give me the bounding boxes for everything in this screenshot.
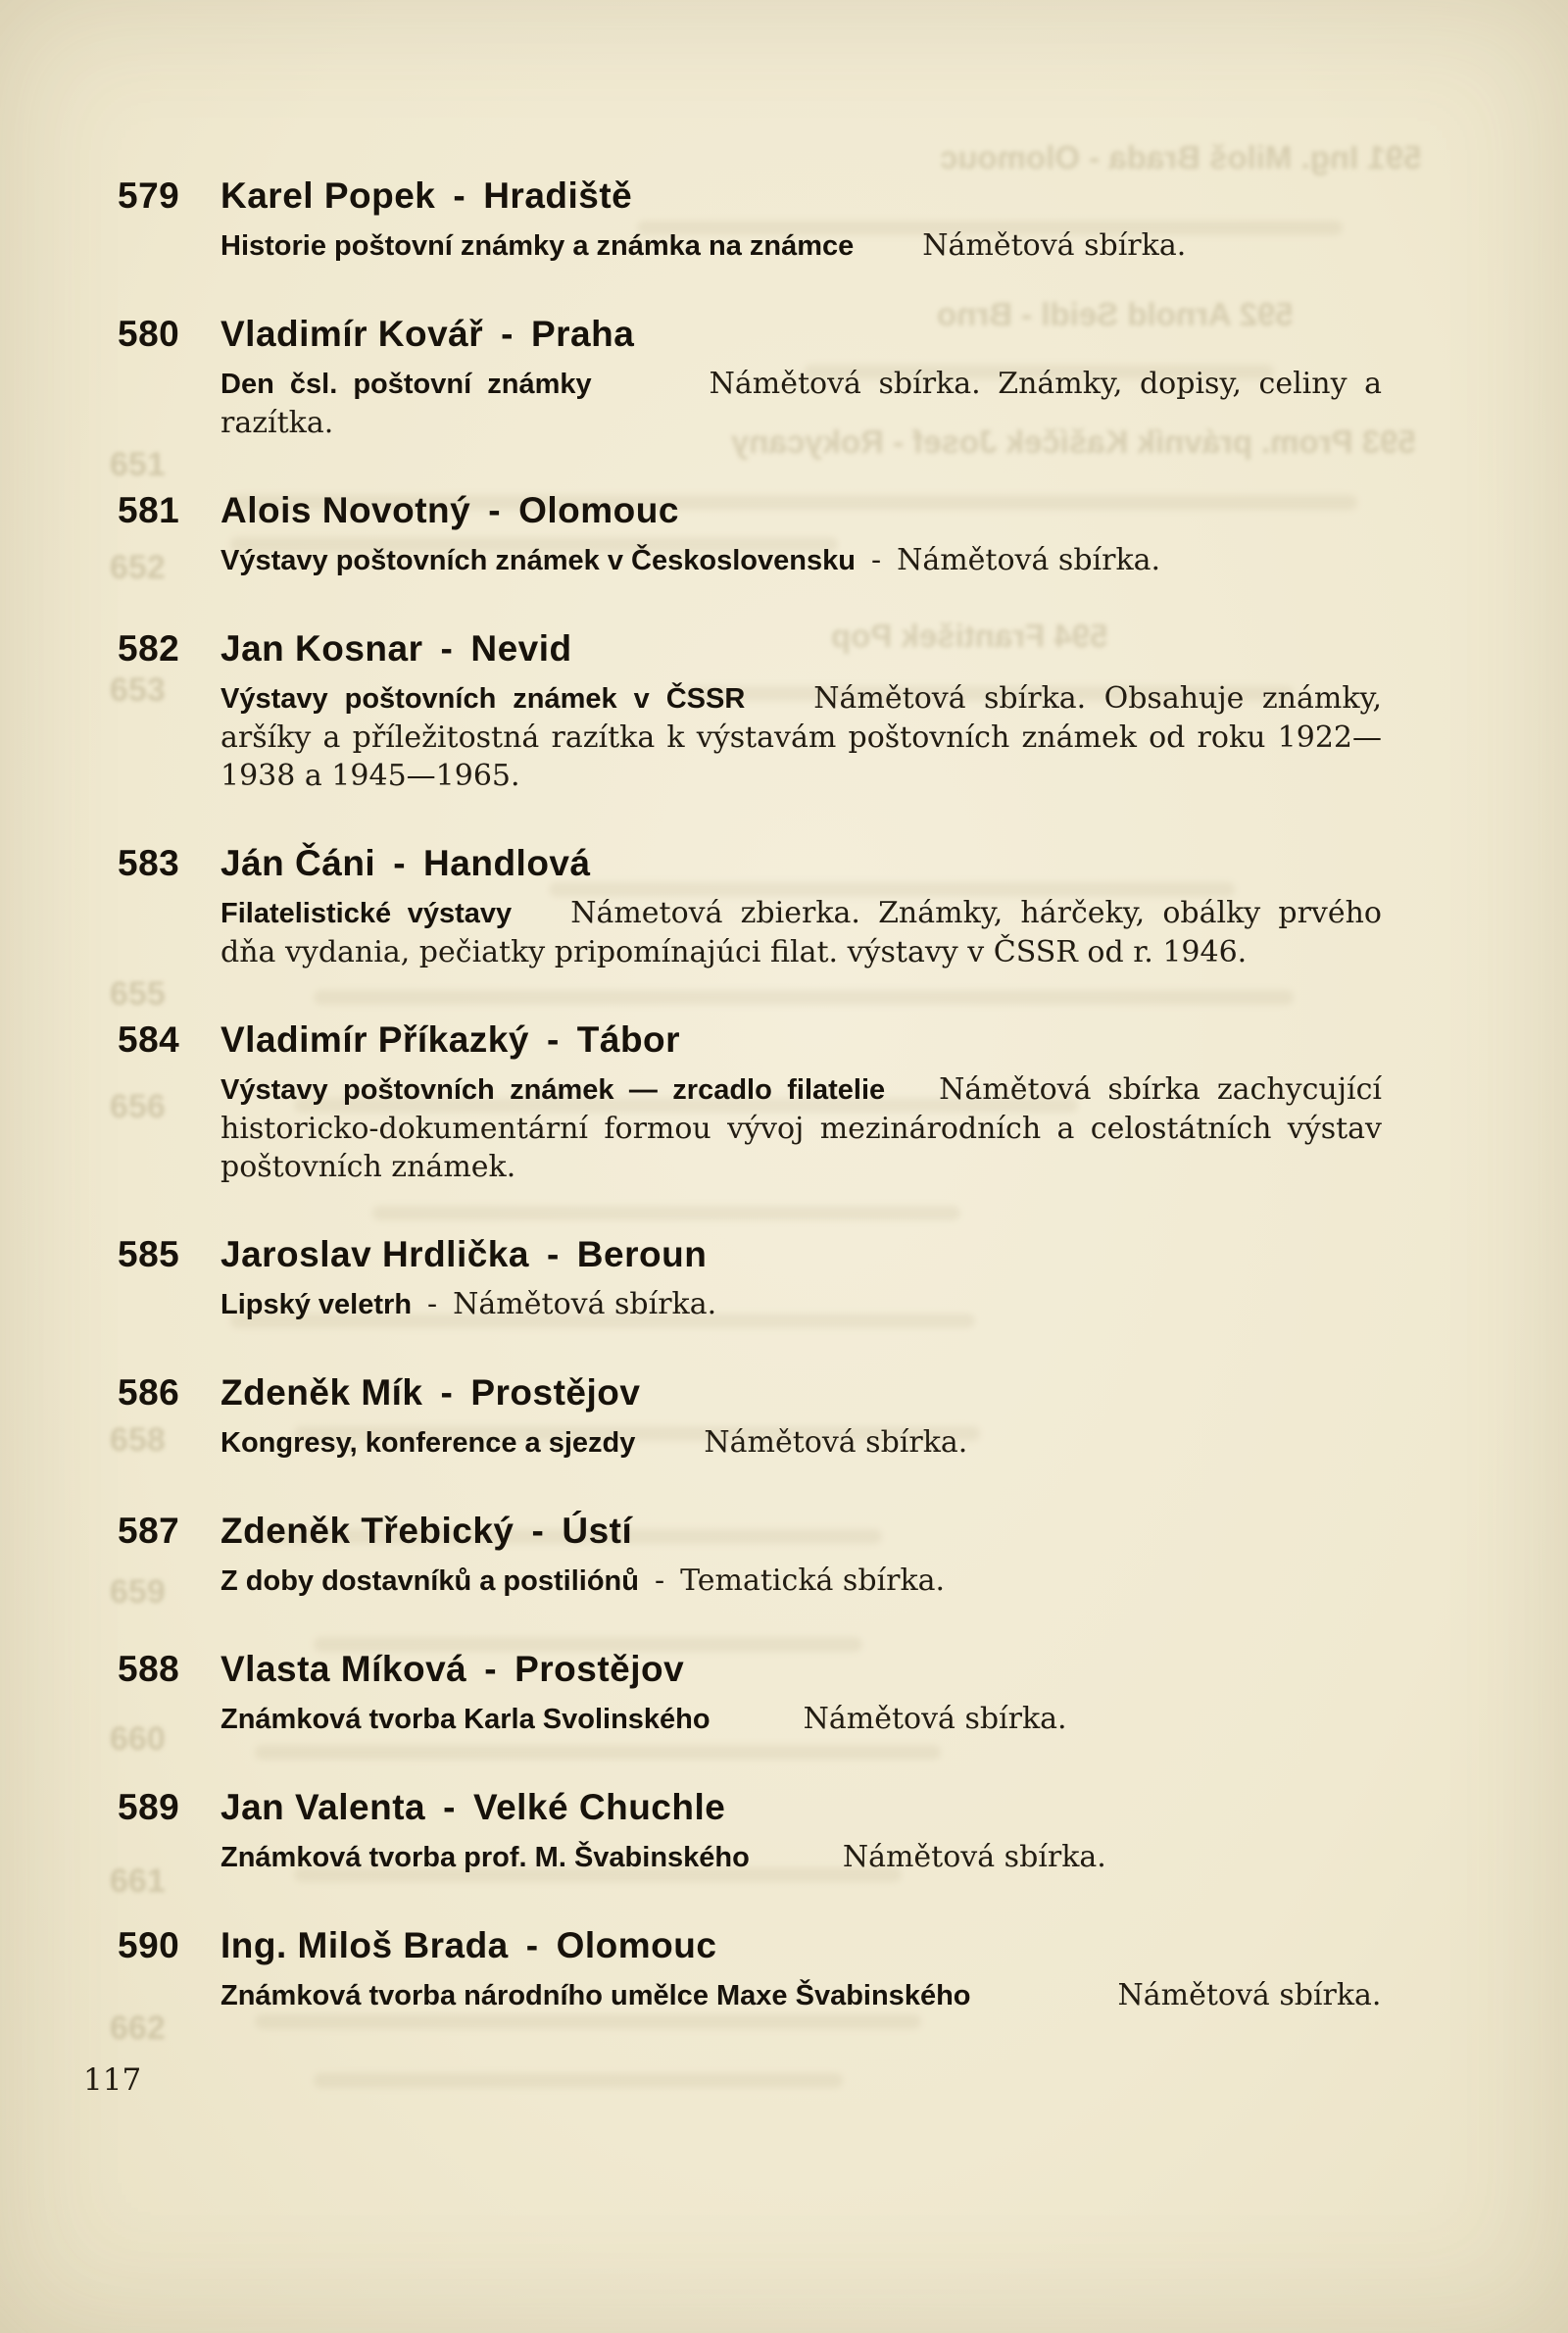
- exhibitor-name: Zdeněk Třebický: [220, 1511, 514, 1551]
- exhibit-description: Tematická sbírka.: [680, 1564, 946, 1598]
- entry-body: [220, 1285, 1382, 1324]
- dash: -: [531, 1511, 545, 1551]
- bleedthrough-number: 656: [110, 1088, 166, 1125]
- exhibit-description: Námětová sbírka. Obsahuje známky, aršíky a příležitostná razítka k výstavám poštovních známek od roku 1922—1938 a 1945—1965.: [220, 681, 1382, 793]
- exhibitor-name: Ing. Miloš Brada: [220, 1925, 509, 1965]
- entry-heading: [220, 627, 1382, 670]
- dash: -: [393, 843, 407, 883]
- entry-heading: [220, 1233, 1382, 1276]
- exhibit-title: Známková tvorba Karla Svolinského: [220, 1704, 710, 1735]
- exhibitor-name: Zdeněk Mík: [220, 1372, 423, 1413]
- exhibit-description: Námetová zbierka. Známky, hárčeky, obálky prvého dňa vydania, pečiatky pripomínajúci filat. výstavy v ČSSR od r. 1946.: [220, 896, 1382, 969]
- separator-dash: -: [427, 1287, 438, 1321]
- dash: -: [488, 490, 502, 530]
- exhibit-title: Výstavy poštovních známek — zrcadlo filatelie: [220, 1074, 886, 1106]
- exhibitor-name: Ján Čáni: [220, 843, 376, 883]
- entry-body: [220, 541, 1382, 580]
- exhibit-title: Kongresy, konference a sjezdy: [220, 1427, 636, 1459]
- dash: -: [525, 1925, 539, 1965]
- exhibitor-city: Olomouc: [518, 490, 679, 530]
- dash: -: [546, 1019, 560, 1060]
- entry-number: 590: [118, 1925, 180, 1965]
- exhibit-description: Námětová sbírka.: [453, 1287, 717, 1321]
- exhibit-description: Námětová sbírka.: [897, 543, 1161, 577]
- catalog-list: [83, 174, 1382, 2098]
- entry-number: 581: [118, 490, 180, 530]
- entry-heading: [220, 174, 1382, 218]
- exhibitor-city: Praha: [530, 314, 635, 354]
- exhibitor-name: Alois Novotný: [220, 490, 471, 530]
- exhibitor-name: Jan Kosnar: [220, 628, 423, 669]
- exhibitor-city: Beroun: [576, 1234, 708, 1274]
- catalog-entry: [118, 627, 1382, 795]
- exhibit-title: Známková tvorba prof. M. Švabinského: [220, 1842, 750, 1873]
- exhibitor-name: Jaroslav Hrdlička: [220, 1234, 529, 1274]
- exhibitor-city: Handlová: [423, 843, 591, 883]
- exhibitor-name: Vlasta Míková: [220, 1649, 467, 1689]
- exhibit-description: Námětová sbírka.: [1117, 1978, 1382, 2012]
- entry-body: [220, 1976, 1382, 2015]
- exhibitor-city: Velké Chuchle: [472, 1787, 726, 1827]
- entry-number: 588: [118, 1649, 180, 1689]
- bleedthrough-number: 661: [110, 1862, 166, 1900]
- entry-heading: [220, 489, 1382, 532]
- catalog-entry: [118, 313, 1382, 442]
- entry-number: 583: [118, 843, 180, 883]
- entry-heading: [220, 1648, 1382, 1691]
- entry-number: 587: [118, 1511, 180, 1551]
- separator-dash: -: [870, 543, 882, 577]
- exhibit-description: Námětová sbírka.: [704, 1425, 968, 1460]
- entry-body: [220, 226, 1382, 266]
- catalog-entry: [118, 1371, 1382, 1463]
- page-number: 117: [83, 2062, 142, 2098]
- entry-heading: [220, 1510, 1382, 1553]
- exhibit-description: Námětová sbírka.: [922, 228, 1187, 263]
- dash: -: [453, 175, 466, 216]
- entry-heading: [220, 313, 1382, 356]
- dash: -: [546, 1234, 560, 1274]
- separator-dash: -: [654, 1564, 665, 1598]
- catalog-entry: [118, 489, 1382, 580]
- entry-number: 580: [118, 314, 180, 354]
- entry-number: 586: [118, 1372, 180, 1413]
- exhibitor-name: Karel Popek: [220, 175, 436, 216]
- entry-body: [220, 1700, 1382, 1739]
- entry-number: 582: [118, 628, 180, 669]
- exhibit-description: Námětová sbírka zachycující historicko-dokumentární formou vývoj mezinárodních a celostátních výstav poštovních známek.: [220, 1072, 1382, 1184]
- catalog-entry: [118, 1018, 1382, 1186]
- entry-body: [220, 1423, 1382, 1463]
- dash: -: [440, 1372, 454, 1413]
- bleedthrough-text: 592 Arnold Seidl - Brno: [937, 296, 1294, 332]
- entry-body: [220, 365, 1382, 442]
- entry-number: 584: [118, 1019, 180, 1060]
- exhibitor-name: Jan Valenta: [220, 1787, 426, 1827]
- bleedthrough-text: 594 František Pop: [830, 618, 1107, 654]
- dash: -: [440, 628, 454, 669]
- exhibit-title: Filatelistické výstavy: [220, 898, 513, 929]
- catalog-entry: [118, 1510, 1382, 1601]
- dash: -: [501, 314, 514, 354]
- exhibitor-name: Vladimír Příkazký: [220, 1019, 529, 1060]
- bleedthrough-text: 591 Ing. Miloš Brada - Olomouc: [939, 139, 1421, 175]
- exhibitor-city: Nevid: [470, 628, 572, 669]
- bleedthrough-number: 651: [110, 446, 166, 483]
- catalog-entry: [118, 842, 1382, 971]
- entry-body: [220, 679, 1382, 795]
- entry-body: [220, 1838, 1382, 1877]
- exhibitor-city: Prostějov: [470, 1372, 641, 1413]
- exhibitor-city: Prostějov: [514, 1649, 685, 1689]
- dash: -: [484, 1649, 498, 1689]
- bleedthrough-number: 659: [110, 1573, 166, 1611]
- catalog-entry: [118, 1233, 1382, 1324]
- exhibit-description: Námětová sbírka. Známky, dopisy, celiny a razítka.: [220, 367, 1382, 440]
- catalog-entry: [118, 1924, 1382, 2015]
- entry-body: [220, 1070, 1382, 1186]
- bleedthrough-text: 593 Prom. právník Kašíček Josef - Rokycany: [731, 423, 1416, 460]
- entry-body: [220, 1562, 1382, 1601]
- entry-heading: [220, 1018, 1382, 1062]
- entry-heading: [220, 1924, 1382, 1967]
- exhibit-title: Výstavy poštovních známek v ČSSR: [220, 683, 746, 715]
- bleedthrough-number: 660: [110, 1720, 166, 1758]
- catalog-entry: [118, 1786, 1382, 1877]
- exhibitor-name: Vladimír Kovář: [220, 314, 484, 354]
- bleedthrough-number: 653: [110, 671, 166, 709]
- exhibitor-city: Hradiště: [483, 175, 633, 216]
- exhibit-title: Lipský veletrh: [220, 1289, 413, 1320]
- exhibit-title: Známková tvorba národního umělce Maxe Švabinského: [220, 1980, 971, 2011]
- bleedthrough-number: 658: [110, 1421, 166, 1459]
- exhibitor-city: Olomouc: [556, 1925, 717, 1965]
- bleedthrough-number: 662: [110, 2010, 166, 2047]
- dash: -: [443, 1787, 456, 1827]
- exhibitor-city: Ústí: [562, 1511, 633, 1551]
- bleedthrough-number: 652: [110, 549, 166, 586]
- entry-heading: [220, 1371, 1382, 1415]
- exhibit-title: Historie poštovní známky a známka na známce: [220, 230, 855, 262]
- exhibit-title: Den čsl. poštovní známky: [220, 369, 592, 400]
- exhibitor-city: Tábor: [576, 1019, 681, 1060]
- catalog-entry: [118, 1648, 1382, 1739]
- entry-number: 589: [118, 1787, 180, 1827]
- entry-heading: [220, 842, 1382, 885]
- entry-number: 579: [118, 175, 180, 216]
- entry-body: [220, 894, 1382, 971]
- catalog-entry: [118, 174, 1382, 266]
- entry-number: 585: [118, 1234, 180, 1274]
- bleedthrough-number: 655: [110, 975, 166, 1013]
- exhibit-title: Z doby dostavníků a postiliónů: [220, 1565, 639, 1597]
- entry-heading: [220, 1786, 1382, 1829]
- exhibit-description: Námětová sbírka.: [803, 1702, 1067, 1736]
- exhibit-description: Námětová sbírka.: [842, 1840, 1106, 1874]
- exhibit-title: Výstavy poštovních známek v Československu: [220, 545, 856, 576]
